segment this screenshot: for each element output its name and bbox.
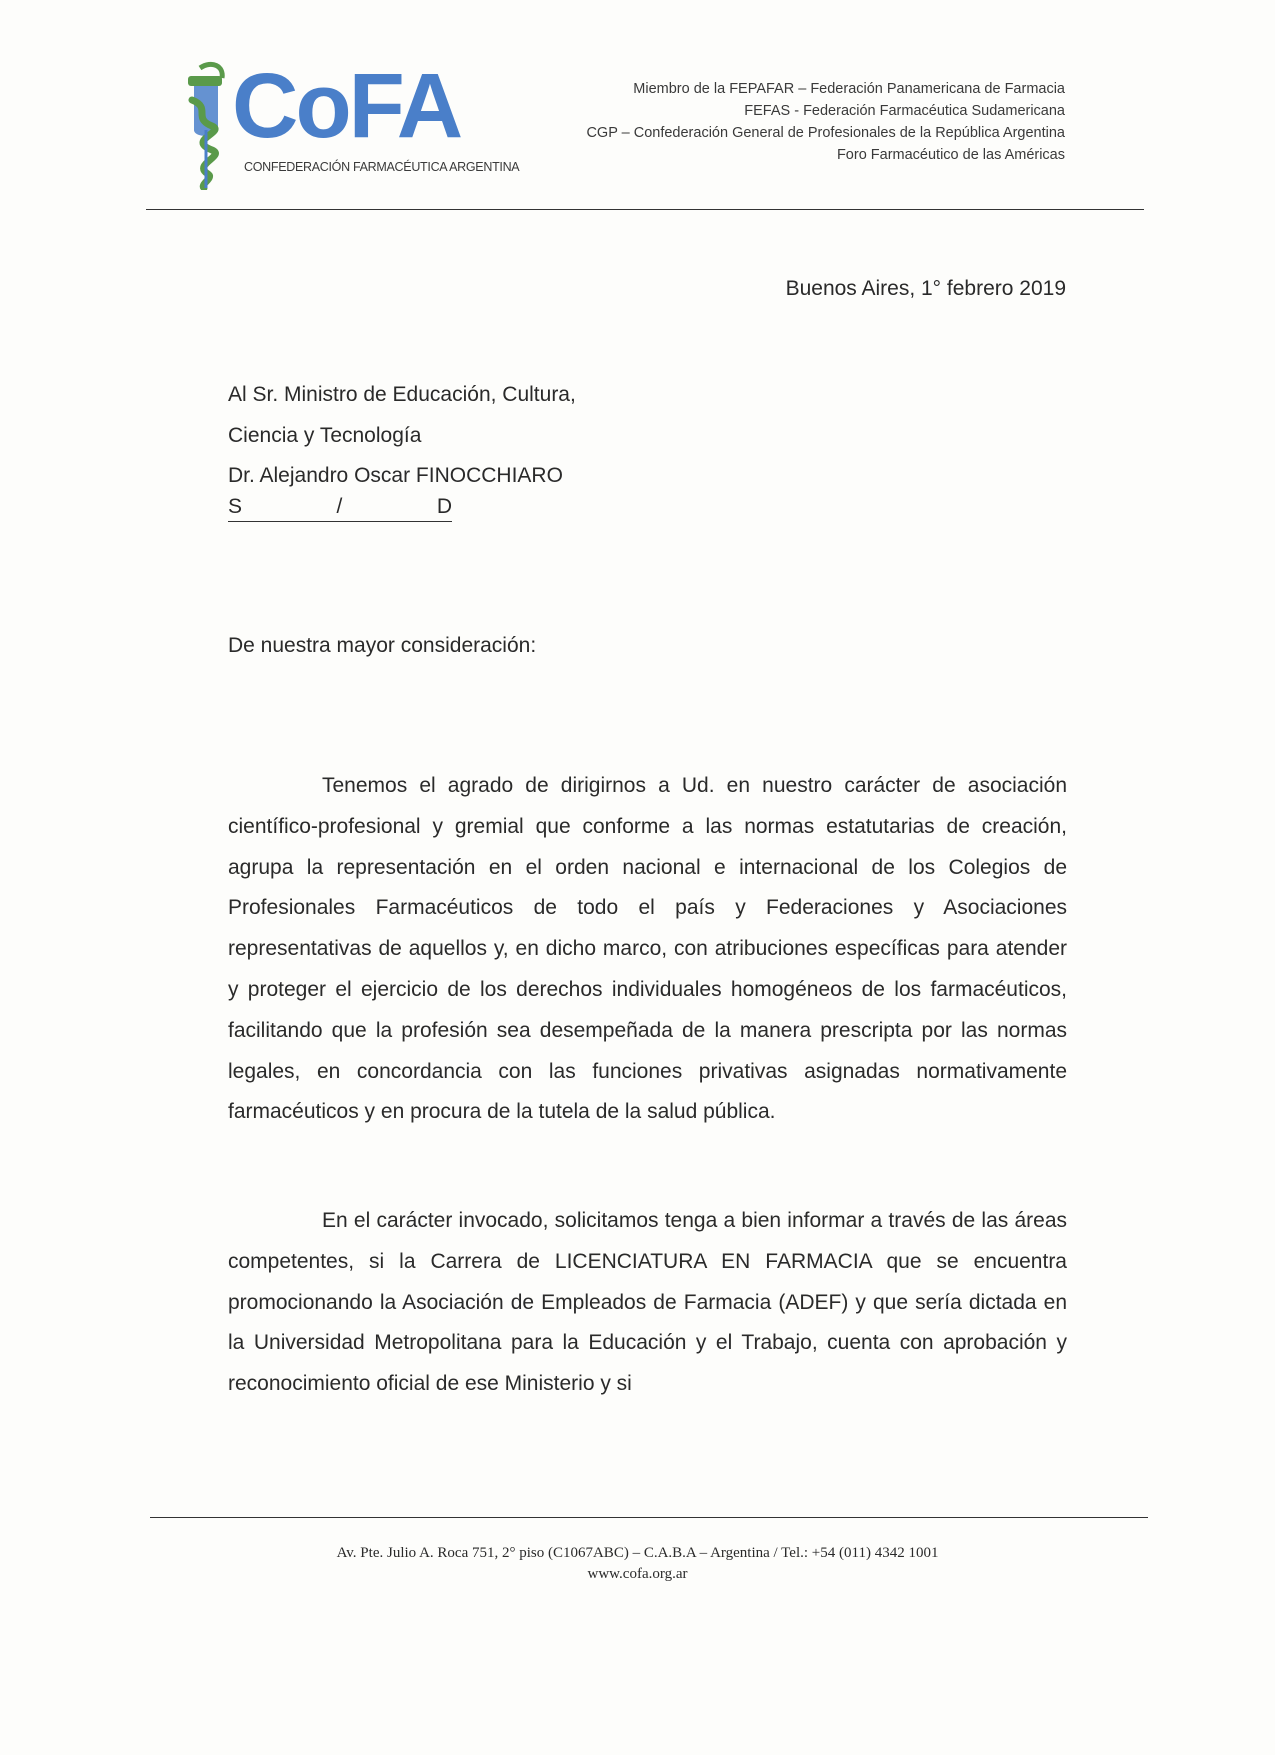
body-paragraph: Tenemos el agrado de dirigirnos a Ud. en nuestro carácter de asociación científico-profesional y gremial que conforme a las normas estatutarias de creación, agrupa la representación en el orden nacional e internacional de los Colegios de Profesionales Farmacéuticos de todo el país y Federaciones y Asociaciones representativas de aquellos y, en dicho marco, con atribuciones específicas para atender y proteger el ejercicio de los derechos individuales homogéneos de los farmacéuticos, facilitando que la profesión sea desempeñada de la manera prescripta por las normas legales, en concordancia con las funciones privativas asignadas normativamente farmacéuticos y en procura de la tutela de la salud pública. [228, 774, 1067, 1124]
affiliation-line: CGP – Confederación General de Profesionales de la República Argentina [586, 125, 1065, 141]
affiliation-line: Foro Farmacéutico de las Américas [836, 147, 1065, 163]
logo-subtitle: CONFEDERACIÓN FARMACÉUTICA ARGENTINA [244, 160, 520, 174]
header-divider [146, 209, 1144, 210]
su-despacho-mark [228, 495, 452, 522]
footer-divider [150, 1517, 1148, 1518]
footer-website: www.cofa.org.ar [587, 1566, 688, 1582]
addressee-block [228, 375, 576, 497]
footer-address: Av. Pte. Julio A. Roca 751, 2° piso (C1067ABC) – C.A.B.A – Argentina / Tel.: +54 (011) 4342 1001 [336, 1545, 939, 1561]
sd-s: S [228, 495, 243, 518]
salutation: De nuestra mayor consideración: [228, 634, 537, 657]
logo-wordmark-fa: FA [348, 55, 461, 157]
addressee-line: Al Sr. Ministro de Educación, Cultura, [228, 383, 576, 406]
addressee-line: Ciencia y Tecnología [228, 423, 422, 447]
affiliation-line: FEFAS - Federación Farmacéutica Sudamericana [744, 103, 1065, 119]
letter-date: Buenos Aires, 1° febrero 2019 [785, 277, 1066, 300]
cofa-logo [182, 55, 520, 190]
affiliation-line: Miembro de la FEPAFAR – Federación Panamericana de Farmacia [633, 81, 1065, 97]
addressee-line: Dr. Alejandro Oscar FINOCCHIARO [228, 464, 563, 487]
affiliations-block [465, 78, 1065, 166]
logo-wordmark [232, 55, 461, 157]
logo-wordmark-co: Co [232, 55, 349, 157]
body-paragraph: En el carácter invocado, solicitamos tenga a bien informar a través de las áreas competentes, si la Carrera de LICENCIATURA EN FARMACIA que se encuentra promocionando la Asociación de Empleados de Farmacia (ADEF) y que sería dictada en la Universidad Metropolitana para la Educación y el Trabajo, cuenta con aprobación y reconocimiento oficial de ese Ministerio y si [228, 1209, 1067, 1396]
sd-d: D [436, 495, 452, 518]
footer [0, 1543, 1275, 1585]
sd-slash: / [336, 495, 343, 518]
